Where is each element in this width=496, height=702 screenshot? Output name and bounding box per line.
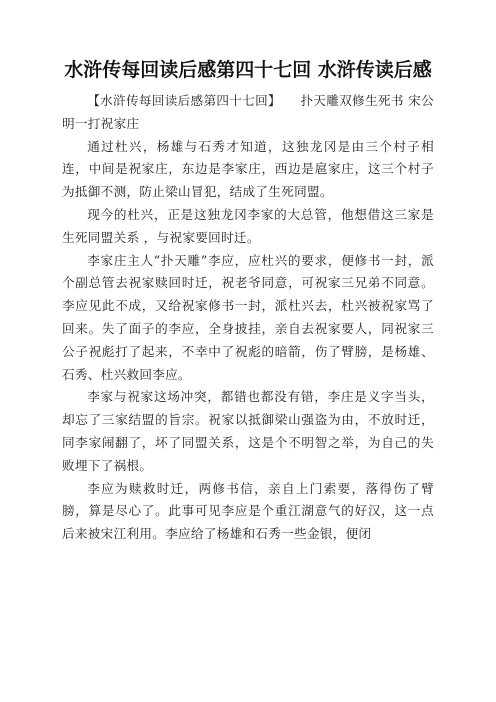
paragraph: 通过杜兴，杨雄与石秀才知道，这独龙冈是由三个村子相连，中间是祝家庄，东边是李家庄，西边是扈家庄，这三个村子为抵御不测，防止梁山冒犯，结成了生死同盟。 — [62, 138, 434, 200]
document-title: 水浒传每回读后感第四十七回 水浒传读后感 — [64, 59, 432, 81]
paragraph: 【水浒传每回读后感第四十七回】 扑天雕双修生死书 宋公明一打祝家庄 — [62, 93, 434, 131]
paragraph: 现今的杜兴，正是这独龙冈李家的大总管，他想借这三家是生死同盟关系 ，与祝家要回时迁。 — [62, 206, 434, 245]
paragraph: 李应为赎救时迁，两修书信，亲自上门索要，落得伤了臂膀，算是尽心了。此事可见李应是个重江湖意气的好汉，这一点后来被宋江利用。李应给了杨雄和石秀一些金银，便闭 — [62, 480, 434, 542]
paragraph: 李家庄主人“扑天雕”李应，应杜兴的要求，便修书一封，派个副总管去祝家赎回时迁，祝老爷同意，可祝家三兄弟不同意。李应见此不成，又给祝家修书一封，派杜兴去，杜兴被祝家骂了回来。失了面子的李应，全身披挂，亲自去祝家要人，同祝家三公子祝彪打了起来，不幸中了祝彪的暗箭，伤了臂膀，是杨雄、石秀、杜兴救回李应。 — [62, 252, 434, 382]
paragraph: 李家与祝家这场冲突，都错也都没有错，李庄是义字当头，却忘了三家结盟的旨宗。祝家以抵御梁山强盗为由，不放时迁，同李家闹翻了，坏了同盟关系，这是个不明智之举，为自己的失败埋下了祸根。 — [62, 389, 434, 473]
document-body — [62, 90, 434, 546]
